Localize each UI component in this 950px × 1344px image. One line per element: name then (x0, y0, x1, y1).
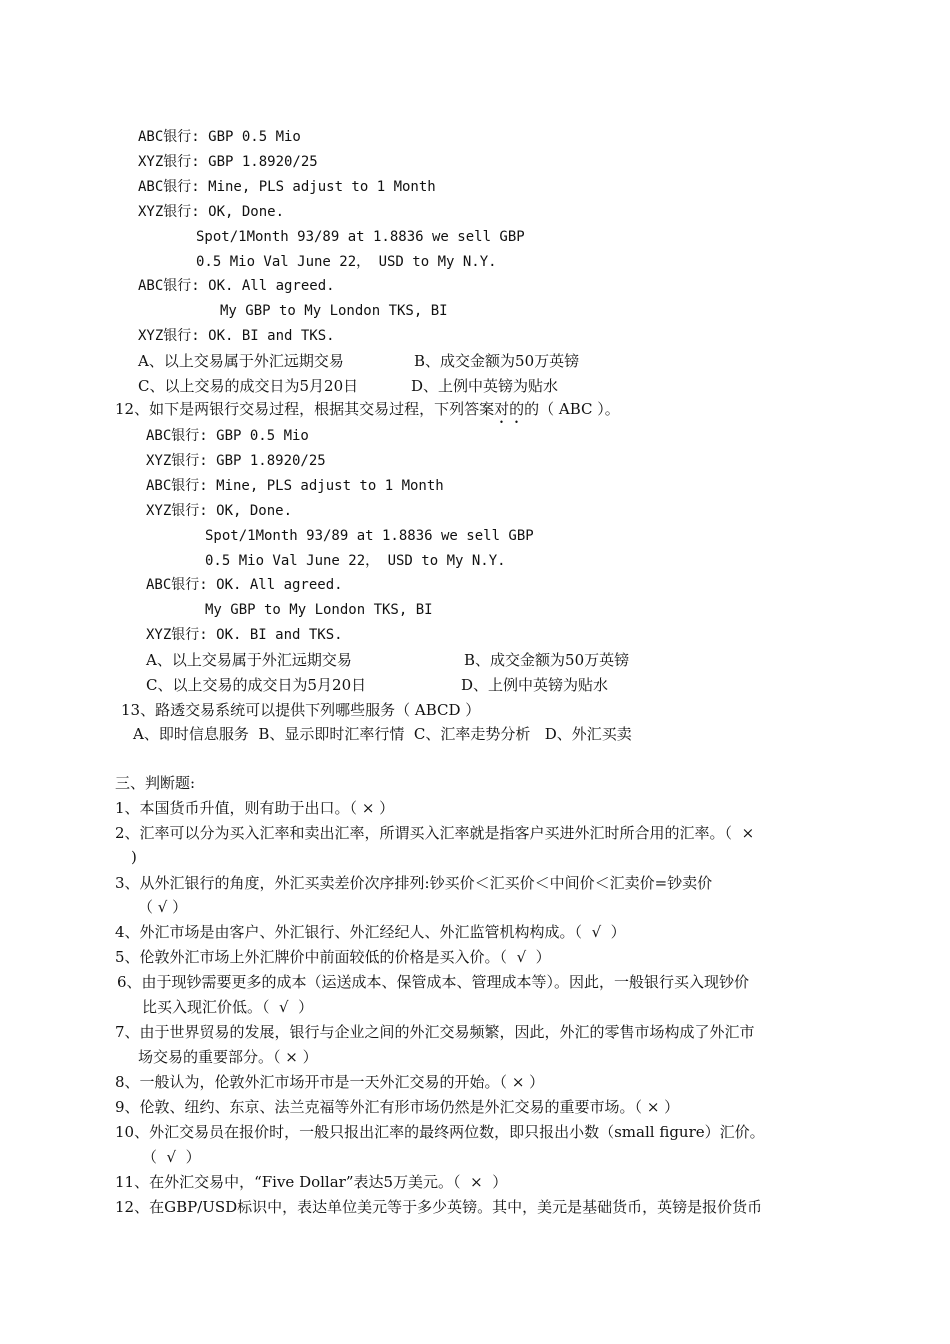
statement-7: 7、由于世界贸易的发展，银行与企业之间的外汇交易频繁，因此，外汇的零售市场构成了外汇市 (115, 1023, 755, 1041)
dialogue-line: Spot/1Month 93/89 at 1.8836 we sell GBP (196, 229, 525, 245)
option-b: B、成交金额为50万英镑 (414, 352, 580, 370)
statement-10: 10、外汇交易员在报价时，一般只报出汇率的最终两位数，即只报出小数（small figure）汇价。 (115, 1123, 765, 1141)
option-b: B、成交金额为50万英镑 (464, 651, 630, 669)
statement-10-cont: （ √ ） (142, 1148, 201, 1166)
statement-12: 12、在GBP/USD标识中，表达单位美元等于多少英镑。其中，美元是基础货币，英镑是报价货币 (115, 1198, 763, 1216)
statement-2-cont: ) (131, 848, 137, 866)
dialogue-line: My GBP to My London TKS, BI (220, 303, 448, 319)
dialogue-line: XYZ银行: GBP 1.8920/25 (146, 453, 326, 469)
statement-5: 5、伦敦外汇市场上外汇牌价中前面较低的价格是买入价。（ √ ） (115, 948, 551, 966)
dialogue-line: 0.5 Mio Val June 22， USD to My N.Y. (205, 553, 506, 569)
question-13-stem: 13、路透交易系统可以提供下列哪些服务（ ABCD ） (121, 701, 481, 719)
question-12-stem (115, 399, 620, 427)
dialogue-line: XYZ银行: OK, Done. (146, 503, 293, 519)
option-c: C、以上交易的成交日为5月20日 (146, 676, 367, 694)
option-d: D、上例中英镑为贴水 (411, 377, 559, 395)
dialogue-line: XYZ银行: OK, Done. (138, 204, 285, 220)
stem-text: 12、如下是两银行交易过程，根据其交易过程，下列答案 (115, 400, 495, 418)
dialogue-line: ABC银行: Mine, PLS adjust to 1 Month (146, 478, 444, 494)
statement-6: 6、由于现钞需要更多的成本（运送成本、保管成本、管理成本等）。因此，一般银行买入现钞价 (117, 973, 750, 991)
dialogue-line: Spot/1Month 93/89 at 1.8836 we sell GBP (205, 528, 534, 544)
statement-6-cont: 比买入现汇价低。（ √ ） (142, 998, 314, 1016)
statement-3: 3、从外汇银行的角度，外汇买卖差价次序排列:钞买价＜汇买价＜中间价＜汇卖价=钞卖价 (115, 874, 713, 892)
dialogue-line: ABC银行: OK. All agreed. (138, 278, 335, 294)
section-heading: 三、判断题: (115, 774, 196, 792)
question-13-options: A、即时信息服务 B、显示即时汇率行情 C、汇率走势分析 D、外汇买卖 (133, 725, 632, 743)
dialogue-line: XYZ银行: OK. BI and TKS. (146, 627, 343, 643)
statement-2: 2、汇率可以分为买入汇率和卖出汇率，所谓买入汇率就是指客户买进外汇时所合用的汇率。（ × (115, 824, 755, 842)
option-a: A、以上交易属于外汇远期交易 (138, 352, 344, 370)
dialogue-line: XYZ银行: GBP 1.8920/25 (138, 154, 318, 170)
option-c: C、以上交易的成交日为5月20日 (138, 377, 359, 395)
stem-text: 的（ ABC ）。 (524, 400, 620, 418)
statement-8: 8、一般认为，伦敦外汇市场开市是一天外汇交易的开始。（ × ） (115, 1073, 545, 1091)
dialogue-line: ABC银行: GBP 0.5 Mio (146, 428, 309, 444)
option-d: D、上例中英镑为贴水 (461, 676, 609, 694)
dialogue-line: My GBP to My London TKS, BI (205, 602, 433, 618)
statement-7-cont: 场交易的重要部分。（ × ） (138, 1048, 318, 1066)
dialogue-line: ABC银行: GBP 0.5 Mio (138, 129, 301, 145)
dialogue-line: ABC银行: Mine, PLS adjust to 1 Month (138, 179, 436, 195)
statement-1: 1、本国货币升值，则有助于出口。（ × ） (115, 799, 395, 817)
dialogue-line: ABC银行: OK. All agreed. (146, 577, 343, 593)
emphasized-text: 对的 (494, 400, 525, 418)
option-a: A、以上交易属于外汇远期交易 (146, 651, 352, 669)
statement-3-cont: （ √ ） (138, 898, 188, 916)
statement-9: 9、伦敦、纽约、东京、法兰克福等外汇有形市场仍然是外汇交易的重要市场。（ × ） (115, 1098, 680, 1116)
dialogue-line: XYZ银行: OK. BI and TKS. (138, 328, 335, 344)
statement-11: 11、在外汇交易中，“Five Dollar”表达5万美元。（ × ） (115, 1173, 508, 1191)
dialogue-line: 0.5 Mio Val June 22， USD to My N.Y. (196, 254, 497, 270)
statement-4: 4、外汇市场是由客户、外汇银行、外汇经纪人、外汇监管机构构成。（ √ ） (115, 923, 626, 941)
